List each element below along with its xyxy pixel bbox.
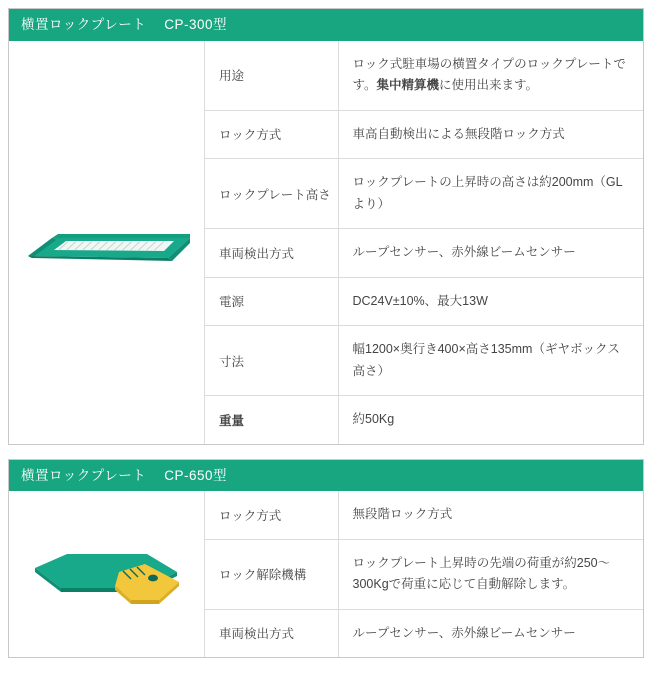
spec-row bbox=[205, 159, 643, 229]
product-header bbox=[9, 460, 643, 492]
spec-value-line: 0mm（GLより） bbox=[352, 175, 623, 211]
spec-value bbox=[338, 609, 643, 657]
spec-value-line: 除します。 bbox=[513, 577, 576, 591]
spec-value bbox=[338, 41, 643, 111]
spec-row bbox=[205, 491, 643, 539]
spec-label: 電源 bbox=[205, 277, 338, 326]
spec-value-line: 車高自動検出による無段階ロック方式 bbox=[352, 126, 565, 141]
spec-row bbox=[205, 41, 643, 111]
cp-650-lock-plate-illustration bbox=[27, 538, 187, 610]
spec-value bbox=[338, 159, 643, 229]
product-title: 横置ロックプレート bbox=[21, 467, 147, 483]
spec-row bbox=[205, 609, 643, 657]
spec-row bbox=[205, 539, 643, 609]
spec-value-line: DC24V±10%、最大13W bbox=[352, 293, 488, 308]
spec-row bbox=[205, 396, 643, 444]
spec-value-line: 集中精算機 bbox=[376, 78, 440, 92]
spec-label: ロックプレート高さ bbox=[205, 159, 338, 229]
product-body bbox=[9, 41, 643, 444]
spec-value-line: ヤボックス高さ） bbox=[352, 342, 620, 378]
product-model: CP-650型 bbox=[164, 467, 227, 483]
spec-row bbox=[205, 326, 643, 396]
product-image-cell bbox=[9, 491, 205, 657]
spec-value-line: 幅1200×奥行き400×高さ135mm（ギ bbox=[352, 342, 558, 356]
spec-value bbox=[338, 326, 643, 396]
spec-value-line: プレートです。 bbox=[352, 56, 626, 92]
product-block bbox=[8, 8, 644, 445]
spec-value bbox=[338, 277, 643, 326]
spec-label: 用途 bbox=[205, 41, 338, 111]
spec-row bbox=[205, 110, 643, 159]
spec-label: 車両検出方式 bbox=[205, 229, 338, 278]
product-title: 横置ロックプレート bbox=[21, 17, 147, 32]
spec-value-line: ループセンサー、赤外線ビームセンサー bbox=[352, 625, 576, 640]
spec-label: ロック方式 bbox=[205, 491, 338, 539]
product-header bbox=[9, 9, 643, 41]
spec-label: 寸法 bbox=[205, 326, 338, 396]
spec-value bbox=[338, 110, 643, 159]
spec-value-line: ループセンサー、赤外線ビームセンサー bbox=[352, 245, 576, 259]
product-list bbox=[8, 8, 644, 658]
product-body bbox=[9, 491, 643, 657]
spec-value bbox=[338, 491, 643, 539]
spec-value-line: 約250〜300Kgで荷重に応じて自動解 bbox=[352, 555, 611, 591]
product-model: CP-300型 bbox=[164, 17, 227, 32]
spec-label: ロック解除機構 bbox=[205, 539, 338, 609]
spec-value-line: に使用出来ます。 bbox=[439, 78, 539, 92]
product-block bbox=[8, 459, 644, 659]
spec-row bbox=[205, 229, 643, 278]
spec-value bbox=[338, 539, 643, 609]
spec-table bbox=[205, 41, 643, 444]
spec-row bbox=[205, 277, 643, 326]
product-image-cell bbox=[9, 41, 205, 444]
spec-value bbox=[338, 229, 643, 278]
spec-value-line: ロック式駐車場の横置タイプのロック bbox=[352, 56, 564, 71]
spec-label: 車両検出方式 bbox=[205, 609, 338, 657]
spec-table bbox=[205, 491, 643, 657]
spec-value-line: 無段階ロック方式 bbox=[352, 507, 453, 521]
spec-label: 重量 bbox=[205, 396, 338, 444]
spec-value-line: ロックプレートの上昇時の高さは約20 bbox=[352, 175, 566, 189]
spec-value bbox=[338, 396, 643, 444]
cp-300-lock-plate-illustration bbox=[22, 212, 192, 272]
spec-label: ロック方式 bbox=[205, 110, 338, 159]
spec-value-line: 約50Kg bbox=[352, 412, 395, 426]
spec-value-line: ロックプレート上昇時の先端の荷重が bbox=[352, 555, 565, 570]
